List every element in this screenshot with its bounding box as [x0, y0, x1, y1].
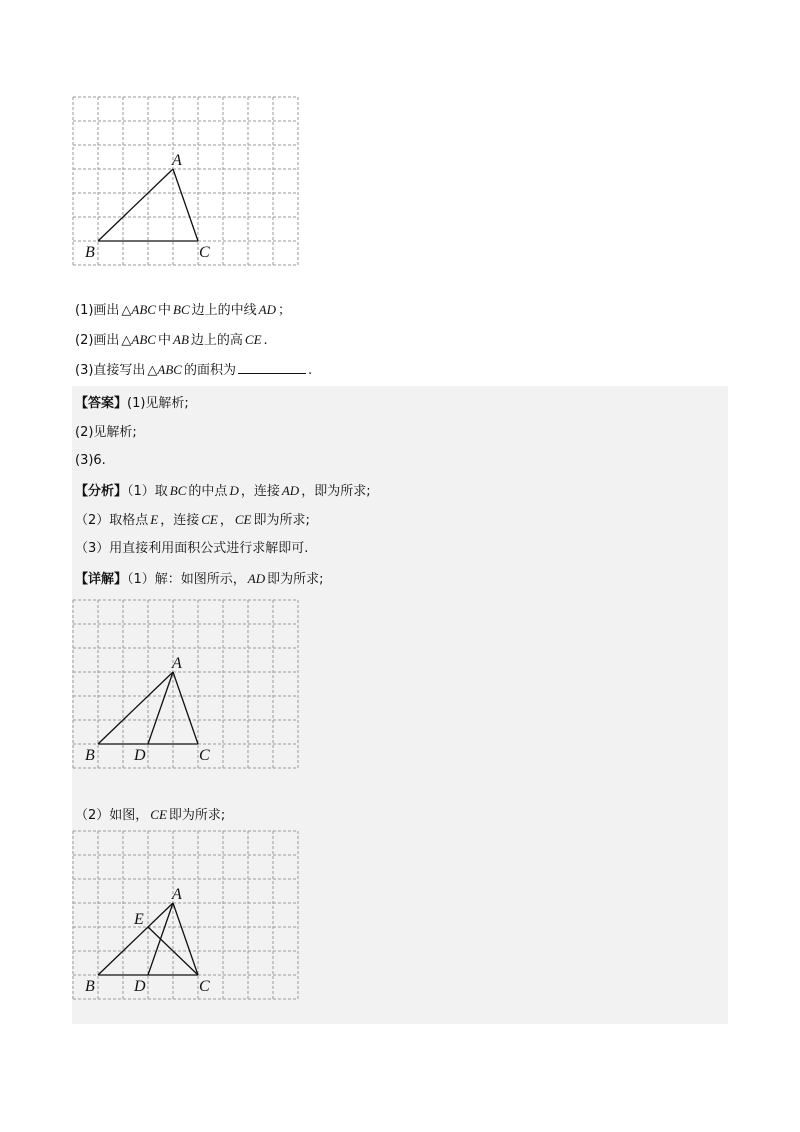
point-label-d: D	[134, 978, 146, 995]
segment-ac	[173, 169, 198, 241]
figure-3-svg	[72, 830, 300, 1002]
analysis-line-1: 【分析】（1）取 BC 的中点 D ，连接 AD ，即为所求;	[75, 483, 371, 499]
vertex-label-b: B	[85, 244, 95, 261]
figure-3-grid	[72, 830, 300, 1002]
vertex-label-c: C	[199, 747, 210, 764]
vertex-label-c: C	[199, 978, 210, 995]
analysis-tag: 【分析】	[75, 484, 128, 499]
answer-blank	[238, 361, 306, 374]
median-ad	[148, 672, 173, 744]
figure-2-grid	[72, 599, 300, 771]
question-2: (2)画出 △ABC 中 AB 边上的高 CE .	[75, 332, 268, 348]
analysis-line-3: （3）用直接利用面积公式进行求解即可.	[75, 541, 309, 556]
vertex-label-c: C	[199, 244, 210, 261]
figure-1-grid	[72, 96, 300, 268]
segment-ac	[173, 903, 198, 975]
answer-line-2: (2)见解析;	[75, 425, 137, 440]
detail-tag: 【详解】	[75, 572, 128, 587]
answer-line-3: (3)6.	[75, 453, 106, 468]
point-label-e: E	[134, 911, 144, 928]
point-label-d: D	[134, 747, 146, 764]
analysis-line-2: （2）取格点 E ，连接 CE ， CE 即为所求;	[75, 512, 310, 528]
answer-tag: 【答案】	[75, 396, 128, 411]
figure-1-svg	[72, 96, 300, 268]
segment-ac	[173, 672, 198, 744]
detail-line-2: （2）如图， CE 即为所求;	[75, 807, 226, 823]
answer-line-1: 【答案】(1)见解析;	[75, 396, 189, 411]
vertex-label-a: A	[172, 655, 182, 672]
question-3: (3)直接写出 △ABC 的面积为 .	[75, 362, 313, 378]
detail-line-1: 【详解】（1）解：如图所示， AD 即为所求;	[75, 571, 324, 587]
figure-2-svg	[72, 599, 300, 771]
question-1: (1)画出 △ABC 中 BC 边上的中线 AD ；	[75, 302, 291, 318]
vertex-label-b: B	[85, 978, 95, 995]
vertex-label-a: A	[172, 152, 182, 169]
segment-ab	[98, 169, 173, 241]
segment-ab	[98, 672, 173, 744]
vertex-label-b: B	[85, 747, 95, 764]
vertex-label-a: A	[172, 886, 182, 903]
